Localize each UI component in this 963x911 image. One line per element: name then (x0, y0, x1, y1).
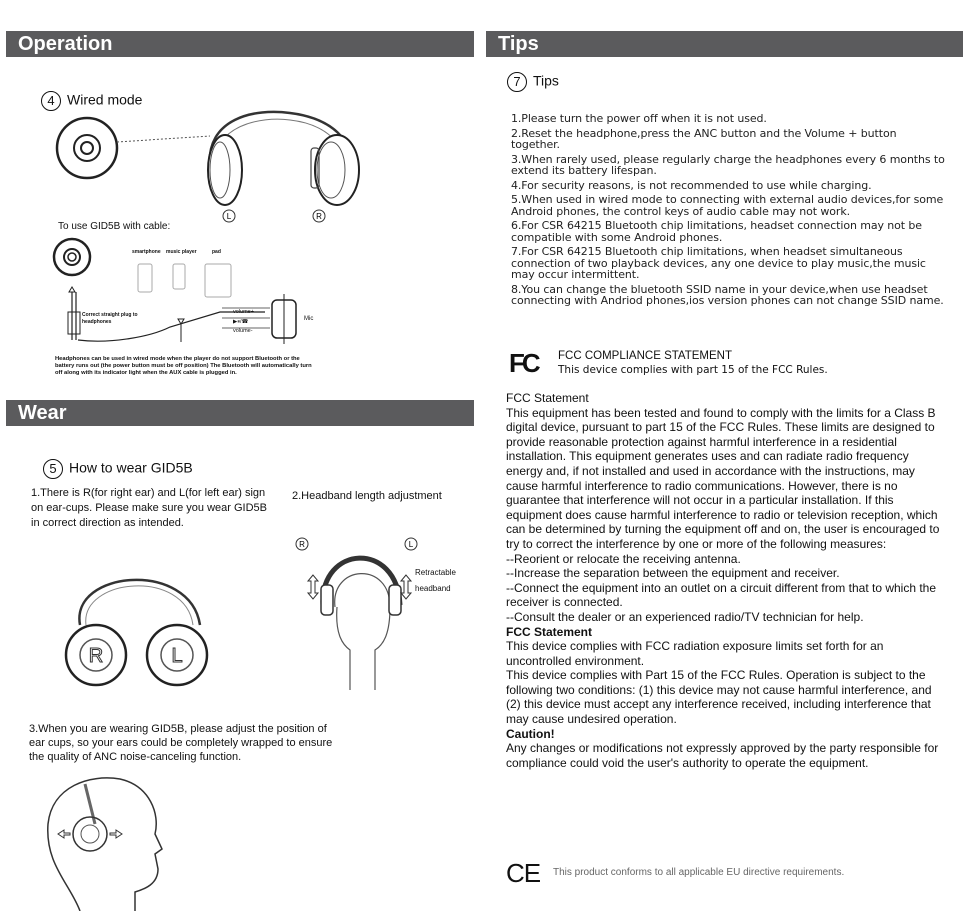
ce-logo: CE (506, 858, 541, 888)
right-earcup (315, 135, 359, 205)
dotted-pointer (117, 136, 210, 142)
how-to-wear-title: How to wear GID5B (69, 459, 193, 476)
cable-usage-title: To use GID5B with cable: (58, 221, 171, 232)
fcc-statement-title: FCC Statement (506, 391, 589, 405)
music-player-icon (173, 264, 185, 289)
fcc-paragraph: This device complies with FCC radiation exposure limits set forth for an uncontrolled environment. (506, 639, 884, 668)
fcc-paragraph: Any changes or modifications not expressly approved by the party responsible for compliance could void the user's authority to operate the equipment. (506, 741, 939, 770)
device-label-music-player: music player (166, 249, 197, 255)
adjust-arrow-left (308, 575, 318, 599)
section-number: 4 (41, 91, 61, 111)
svg-text:R: R (299, 540, 305, 549)
tip-item: 7.For CSR 64215 Bluetooth chip limitations, when headset simultaneous connection of two playback devices, any one device to play music,the music may occur intermittent. (511, 245, 926, 281)
section-number: 5 (43, 459, 63, 479)
fcc-measure: --Increase the separation between the equipment and receiver. (506, 566, 840, 581)
tip-item: 6.For CSR 64215 Bluetooth chip limitations, headset connection may not be compatible with some Android phones. (511, 219, 922, 244)
device-label-smartphone: smartphone (132, 249, 161, 255)
fcc-paragraph: This device complies with Part 15 of the FCC Rules. Operation is subject to the following two conditions: (1) this device may not cause harmful interference, and (2) this device must accept any interference received, including interference that may cause undesired operation. (506, 668, 932, 727)
tip-item: 4.For security reasons, is not recommended to use while charging. (511, 178, 872, 192)
how-to-wear-heading (43, 459, 193, 479)
headband-adjustment-illustration (295, 535, 455, 695)
tips-list (511, 113, 946, 310)
svg-text:R: R (88, 645, 104, 667)
fcc-compliance-heading: FCC COMPLIANCE STATEMENT (558, 350, 732, 362)
smartphone-icon (138, 264, 152, 292)
arrow-right (110, 830, 122, 838)
fcc-statement-block (506, 391, 946, 770)
fcc-measure: --Consult the dealer or an experienced radio/TV technician for help. (506, 609, 864, 624)
fcc-statement-bold-title: FCC Statement (506, 624, 593, 639)
pad-icon (205, 264, 231, 297)
headband-label: headband (415, 584, 451, 593)
plug-label: Correct straight plug to headphones (82, 312, 138, 325)
mic-label: Mic (304, 316, 314, 322)
remote-label-volume-down: volume- (233, 328, 253, 334)
ear-cup-position-illustration (40, 774, 170, 911)
arrow-left (58, 830, 70, 838)
earcups-illustration (60, 560, 220, 690)
fcc-paragraph: This equipment has been tested and found to comply with the limits for a Class B digital device, pursuant to part 15 of the FCC Rules. These limits are designed to provide reasonable protection against harmful interference in a residential installation. This equipment generates uses and can radiate radio frequency energy and, if not installed and used in accordance with the instructions, may cause harmful interference to radio communications. However, there is no guarantee that interference will not occur in a particular installation. If this equipment does cause harmful interference to radio or television reception, which can be determined by turning the equipment off and on, the user is encouraged to try to correct the interference by one or more of the following measures: (506, 405, 940, 551)
tips-title: Tips (533, 72, 559, 89)
left-earcup (389, 585, 401, 615)
remote-label-play: ▶⏸/☎ (233, 319, 249, 325)
tip-item: 3.When rarely used, please regularly charge the headphones every 6 months to extend its battery lifespan. (511, 152, 945, 177)
remote-label-volume-up: volume+ (233, 309, 254, 315)
svg-text:L: L (171, 645, 183, 667)
caution-title: Caution! (506, 726, 555, 741)
adjust-arrow-right (401, 575, 411, 599)
tips-header: Tips (486, 31, 963, 57)
tip-item: 5.When used in wired mode to connecting with external audio devices,for some Android phones, the control keys of audio cable may not work. (511, 193, 944, 218)
wired-mode-title: Wired mode (67, 91, 143, 108)
tip-item: 2.Reset the headphone,press the ANC button and the Volume + button together. (511, 126, 897, 151)
right-earcup (321, 585, 333, 615)
fcc-measure: --Reorient or relocate the receiving antenna. (506, 551, 741, 566)
wired-mode-note: Headphones can be used in wired mode when the player do not support Bluetooth or the battery runs out (the power button must be off position) The Bluetooth will automatically turn off along with its indicator light when the AUX cable is plugged in. (55, 356, 312, 376)
wired-headphone-illustration (55, 108, 375, 223)
operation-header: Operation (6, 31, 474, 57)
svg-text:R: R (316, 212, 322, 221)
svg-text:L: L (408, 540, 414, 549)
wear-header: Wear (6, 400, 474, 426)
wear-step-1: 1.There is R(for right ear) and L(for left ear) sign on ear-cups. Please make sure you wear GID5B in correct direction as intended. (31, 487, 268, 529)
tip-item: 8.You can change the bluetooth SSID name in your device,when use headset connecting with Andriod phones,ios version phones can not change SSID name. (511, 282, 944, 307)
section-number: 7 (507, 72, 527, 92)
wear-step-2: 2.Headband length adjustment (292, 490, 442, 502)
earcup-on-head (73, 817, 107, 851)
tips-heading (507, 72, 559, 92)
jack-socket-inner (81, 142, 93, 154)
svg-text:L: L (226, 212, 232, 221)
fcc-compliance-subheading: This device complies with part 15 of the FCC Rules. (558, 364, 828, 376)
device-label-pad: pad (212, 249, 221, 255)
tip-item: 1.Please turn the power off when it is not used. (511, 112, 767, 125)
fcc-logo: FC (509, 348, 538, 378)
retractable-label: Retractable (415, 568, 456, 577)
ce-conformity-text: This product conforms to all applicable EU directive requirements. (553, 867, 845, 878)
wear-step-3: 3.When you are wearing GID5B, please adjust the position of ear cups, so your ears could be completely wrapped to ensure the quality of ANC noise-canceling function. (29, 723, 333, 763)
fcc-measure: --Connect the equipment into an outlet on a circuit different from that to which the receiver is connected. (506, 580, 937, 610)
